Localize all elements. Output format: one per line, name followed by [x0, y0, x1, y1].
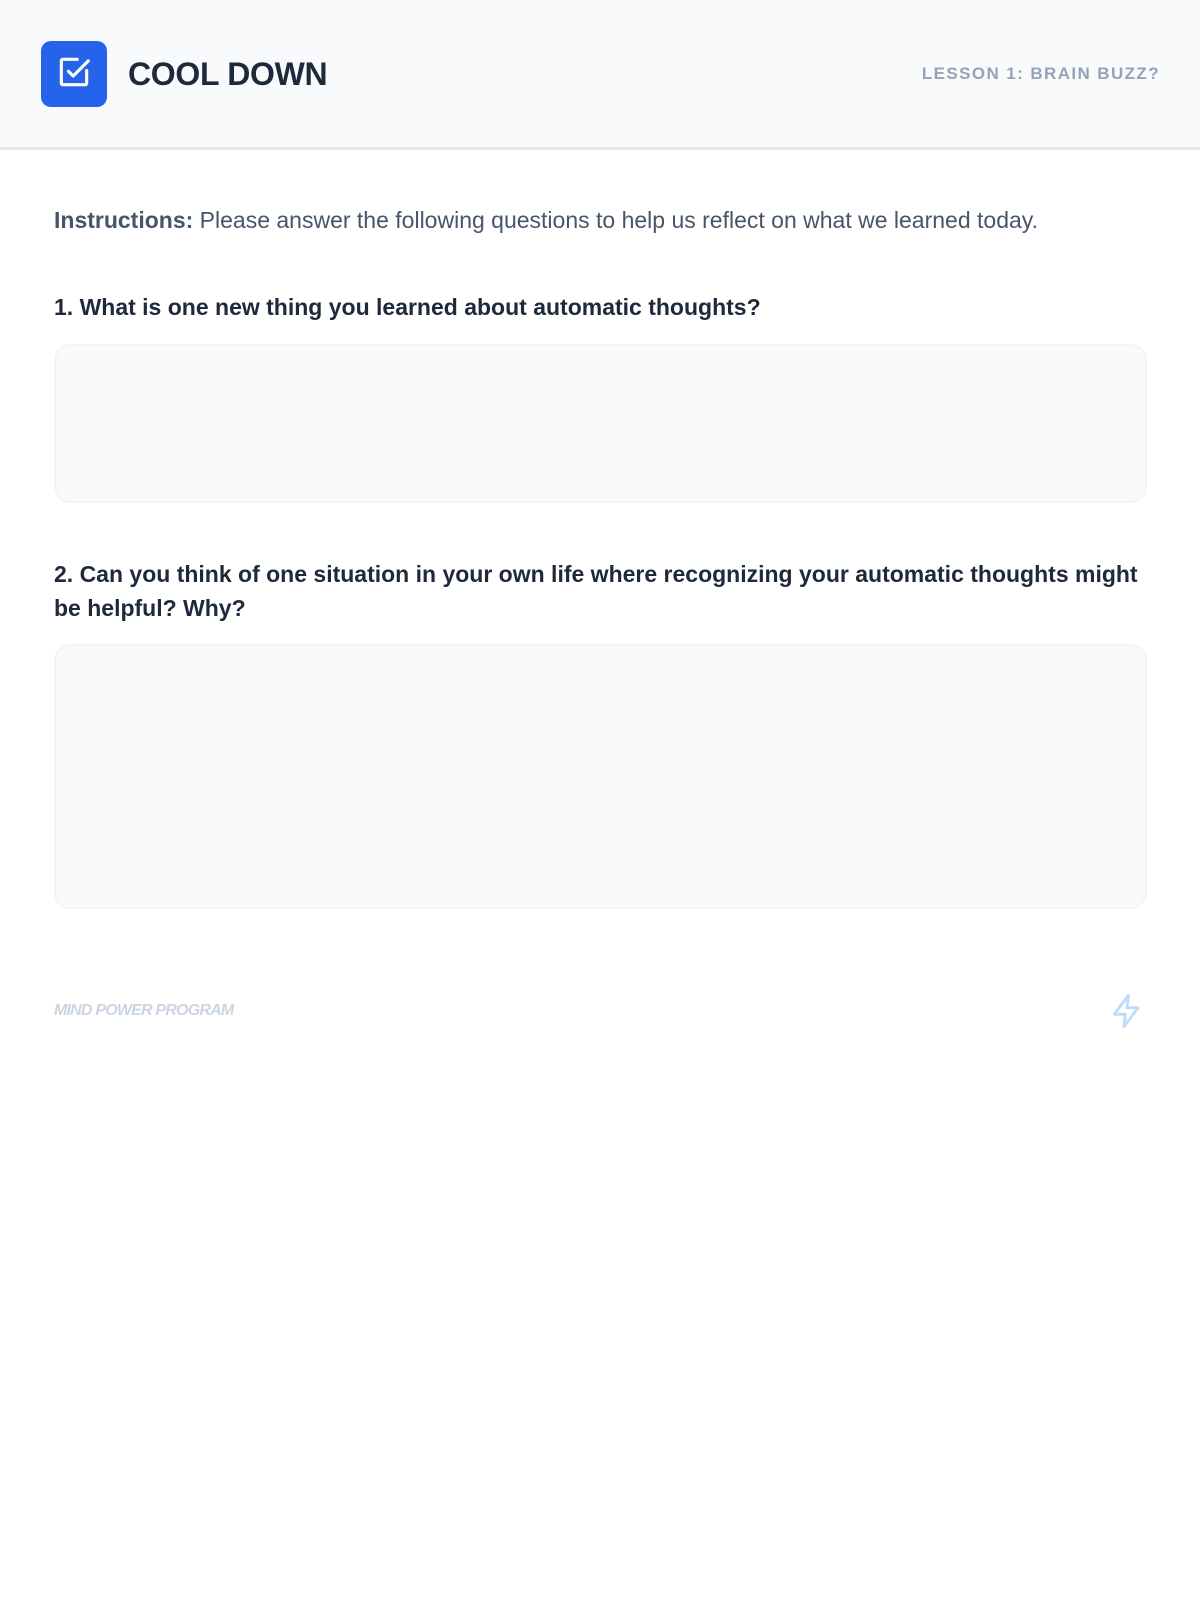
answer-box-1[interactable]	[54, 344, 1147, 503]
instructions	[54, 204, 1164, 236]
logo-badge	[41, 41, 107, 107]
question-1: 1. What is one new thing you learned about automatic thoughts?	[54, 294, 761, 320]
instructions-label: Instructions:	[54, 207, 194, 233]
question-2: 2. Can you think of one situation in your own life where recognizing your automatic thoughts might be helpful? Why?	[54, 561, 1138, 621]
checkbox-icon	[55, 53, 93, 96]
page-header	[0, 0, 1200, 150]
answer-box-2[interactable]	[54, 644, 1147, 909]
page-title: COOL DOWN	[128, 56, 328, 92]
lightning-icon	[1108, 992, 1146, 1030]
footer-brand: MIND POWER PROGRAM	[54, 1002, 234, 1019]
instructions-text: Please answer the following questions to help us reflect on what we learned today.	[193, 207, 1038, 233]
lesson-label: LESSON 1: BRAIN BUZZ?	[921, 64, 1160, 83]
